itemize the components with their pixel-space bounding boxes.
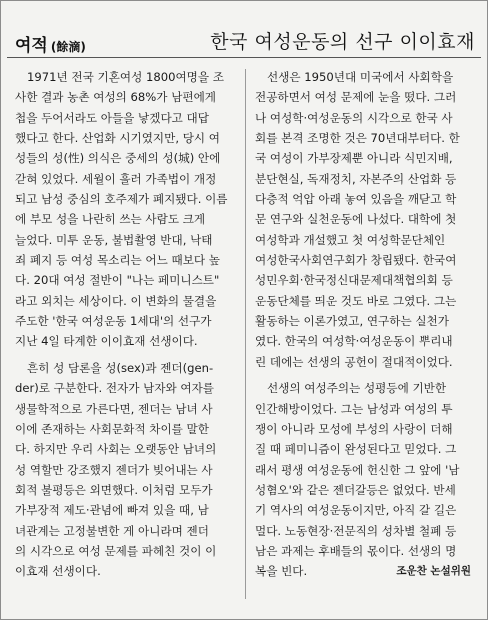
body-text-line: 다. 하지만 우리 사회는 오랫동안 남녀의 — [15, 442, 217, 457]
body-text-line: 첩을 두어서라도 아들을 낳겠다고 대답 — [15, 110, 209, 125]
body-text-line: 복을 빈다. 조운찬 논설위원 — [255, 561, 475, 581]
body-text-line: 이효재 선생이다. — [15, 564, 101, 579]
body-text-line: 선생은 1950년대 미국에서 사회학을 — [267, 70, 454, 84]
body-text-line: 흔히 성 담론을 성(sex)과 젠더(gen- — [27, 360, 214, 375]
body-text-line: 회적 불평등은 외면했다. 이처럼 모두가 — [15, 482, 213, 497]
body-text-line: 성 역할만 강조했지 젠더가 빚어내는 사 — [15, 462, 213, 477]
body-text-line: 녀관계는 고정불변한 게 아니라며 젠더 — [15, 523, 209, 538]
body-text-line: 다층적 억압 아래 놓여 있음을 깨닫고 학 — [255, 192, 457, 207]
body-text-line: 의 시각으로 여성 문제를 파헤친 것이 이 — [15, 543, 217, 558]
body-text-line: 국 여성이 가부장제뿐 아니라 식민지배, — [255, 151, 453, 166]
body-text-line: 생물학적으로 가른다면, 젠더는 남녀 사 — [15, 401, 213, 416]
body-text-line: 였다. 한국의 여성학·여성운동이 뿌리내 — [255, 334, 453, 349]
body-text-line: 주도한 '한국 여성운동 1세대'의 선구가 — [15, 314, 212, 329]
column-title-hanja: (餘滴) — [50, 40, 86, 54]
body-text-line: der)로 구분한다. 전자가 남자와 여자를 — [15, 381, 215, 396]
body-text-line: 에 부모 성을 나란히 쓰는 사람도 크게 — [15, 212, 206, 227]
body-text-line: 인간해방이었다. 그는 남성과 여성의 투 — [255, 401, 453, 416]
body-text-line: 여성한국사회연구회가 창립됐다. 한국여 — [255, 253, 457, 268]
body-text-line: 성민우회·한국정신대문제대책협의회 등 — [255, 273, 453, 288]
body-text-line: 기 역사의 여성운동이지만, 아직 갈 길은 — [255, 503, 457, 518]
column-divider — [245, 69, 246, 599]
body-text-line: 문 연구와 실천운동에 나섰다. 대학에 첫 — [255, 212, 457, 227]
body-text-line: 질 때 페미니즘이 완성된다고 믿었다. 그 — [255, 442, 457, 457]
body-text-line: 이에 존재하는 사회문화적 차이를 말한 — [15, 421, 209, 436]
body-text-line: 1971년 전국 기혼여성 1800여명을 조 — [27, 70, 224, 84]
body-text-line: 활동하는 이론가였고, 연구하는 실천가 — [255, 314, 449, 329]
headline: 한국 여성운동의 선구 이이효재 — [210, 31, 475, 53]
body-text-line: 되고 남성 중심의 호주제가 폐지됐다. 이름 — [15, 192, 228, 207]
column-header — [7, 21, 481, 58]
body-text-line: 했다고 한다. 산업화 시기였지만, 당시 여 — [15, 131, 220, 146]
left-column — [15, 67, 235, 582]
body-text-line: 선생의 여성주의는 성평등에 기반한 — [267, 381, 447, 396]
body-text-line: 갇혀 있었다. 세월이 흘러 가족법이 개정 — [15, 171, 217, 186]
body-text-line: 멀다. 노동현장·전문직의 성차별 철폐 등 — [255, 523, 457, 538]
body-text-line: 운동단체를 띄운 것도 바로 그였다. 그는 — [255, 293, 457, 308]
body-text-line: 죄 폐지 등 여성 목소리는 어느 때보다 높 — [15, 253, 220, 268]
body-text-line: 전공하면서 여성 문제에 눈을 떴다. 그러 — [255, 90, 457, 105]
body-text-line: 성혐오'와 같은 젠더갈등은 없었다. 반세 — [255, 482, 456, 497]
body-text-line: 래서 평생 여성운동에 헌신한 그 앞에 '남 — [255, 462, 460, 477]
body-text-line: 회를 본격 조명한 것은 70년대부터다. 한 — [255, 131, 460, 146]
body-text-line: 쟁이 아니라 모성에 부성의 사랑이 더해 — [255, 421, 453, 436]
body-text-line: 사한 결과 농촌 여성의 68%가 남편에게 — [15, 90, 216, 105]
body-text-line: 남은 과제는 후배들의 몫이다. 선생의 명 — [255, 543, 457, 558]
body-text-line: 가부장적 제도·관념에 빠져 있을 때, 남 — [15, 503, 209, 518]
body-text-line: 늘었다. 미투 운동, 불법촬영 반대, 낙태 — [15, 232, 213, 247]
body-text-line: 라고 외치는 세상이다. 이 변화의 물결을 — [15, 293, 217, 308]
body-text-line: 여성학과 개설했고 첫 여성학문단체인 — [255, 232, 446, 247]
column-name — [15, 31, 86, 56]
byline: 조운찬 논설위원 — [396, 565, 471, 578]
body-text-line: 다. 20대 여성 절반이 "나는 페미니스트" — [15, 273, 220, 288]
body-text-line: 분단현실, 독재정치, 자본주의 산업화 등 — [255, 171, 457, 186]
body-text-line: 린 데에는 선생의 공헌이 절대적이었다. — [255, 354, 453, 369]
body-text-line: 나 여성학·여성운동의 시각으로 한국 사 — [255, 110, 453, 125]
column-title: 여적 — [15, 36, 48, 56]
body-text-line: 성들의 성(性) 의식은 중세의 성(城) 안에 — [15, 151, 221, 166]
right-column — [255, 67, 475, 582]
body-text-line: 지난 4일 타계한 이이효재 선생이다. — [15, 334, 198, 349]
